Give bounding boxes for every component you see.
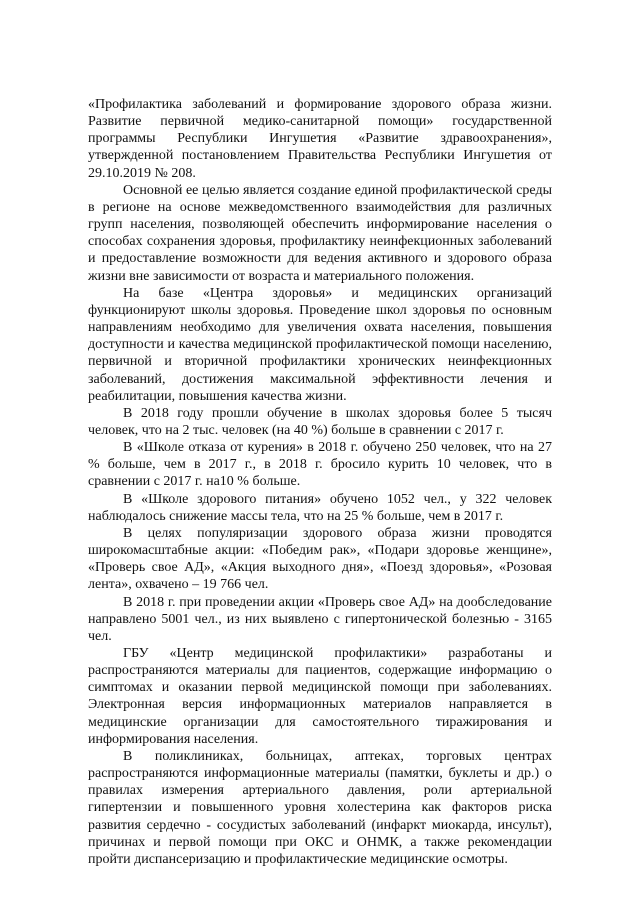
paragraph-check-bp-campaign: В 2018 г. при проведении акции «Проверь свое АД» на дообследование направлено 5001 чел., из них выявлено с гипертонической болезнью - 3165 чел. xyxy=(88,594,552,644)
paragraph-campaigns: В целях популяризации здорового образа жизни проводятся широкомасштабные акции: «Победим рак», «Подари здоровье женщине», «Проверь свое АД», «Акция выходного дня», «Поезд здоровья», «Розовая лента», охвачено – 19 766 чел. xyxy=(88,525,552,593)
paragraph-health-schools: На базе «Центра здоровья» и медицинских организаций функционируют школы здоровья. Проведение школ здоровья по основным направлениям необходимо для увеличения охвата населения, повышения доступности и качества медицинской профилактической помощи населению, первичной и вторичной профилактики хронических неинфекционных заболеваний, достижения максимальной эффективности лечения и реабилитации, повышения качества жизни. xyxy=(88,285,552,404)
paragraph-info-materials: В поликлиниках, больницах, аптеках, торговых центрах распространяются информационные материалы (памятки, буклеты и др.) о правилах измерения артериального давления, роли артериальной гипертензии и повышенного уровня холестерина как факторов риска развития сердечно - сосудистых заболеваний (инфаркт миокарда, инсульт), причинах и первой помощи при ОКС и ОНМК, а также рекомендации пройти диспансеризацию и профилактические медицинские осмотры. xyxy=(88,748,552,867)
paragraph-main-goal: Основной ее целью является создание единой профилактической среды в регионе на основе межведомственного взаимодействия для различных групп населения, позволяющей обеспечить информирование населения о способах сохранения здоровья, профилактику неинфекционных заболеваний и предоставление возможности для ведения активного и здорового образа жизни вне зависимости от возраста и материального положения. xyxy=(88,182,552,284)
paragraph-program-reference: «Профилактика заболеваний и формирование здорового образа жизни. Развитие первичной медико-санитарной помощи» государственной программы Республики Ингушетия «Развитие здравоохранения», утвержденной постановлением Правительства Республики Ингушетия от 29.10.2019 № 208. xyxy=(88,97,552,181)
paragraph-prevention-center: ГБУ «Центр медицинской профилактики» разработаны и распространяются материалы для пациентов, содержащие информацию о симптомах и оказании первой медицинской помощи при заболеваниях. Электронная версия информационных материалов направляется в медицинские организации для самостоятельного тиражирования и информирования населения. xyxy=(88,646,552,747)
paragraph-nutrition-school: В «Школе здорового питания» обучено 1052 чел., у 322 человек наблюдалось снижение массы тела, что на 25 % больше, чем в 2017 г. xyxy=(88,491,552,524)
paragraph-smoking-school: В «Школе отказа от курения» в 2018 г. обучено 250 человек, что на 27 % больше, чем в 2017 г., в 2018 г. бросило курить 10 человек, что в сравнении с 2017 г. на10 % больше. xyxy=(88,440,552,490)
paragraph-2018-training: В 2018 году прошли обучение в школах здоровья более 5 тысяч человек, что на 2 тыс. человек (на 40 %) больше в сравнении с 2017 г. xyxy=(88,405,552,438)
document-body xyxy=(88,96,552,868)
